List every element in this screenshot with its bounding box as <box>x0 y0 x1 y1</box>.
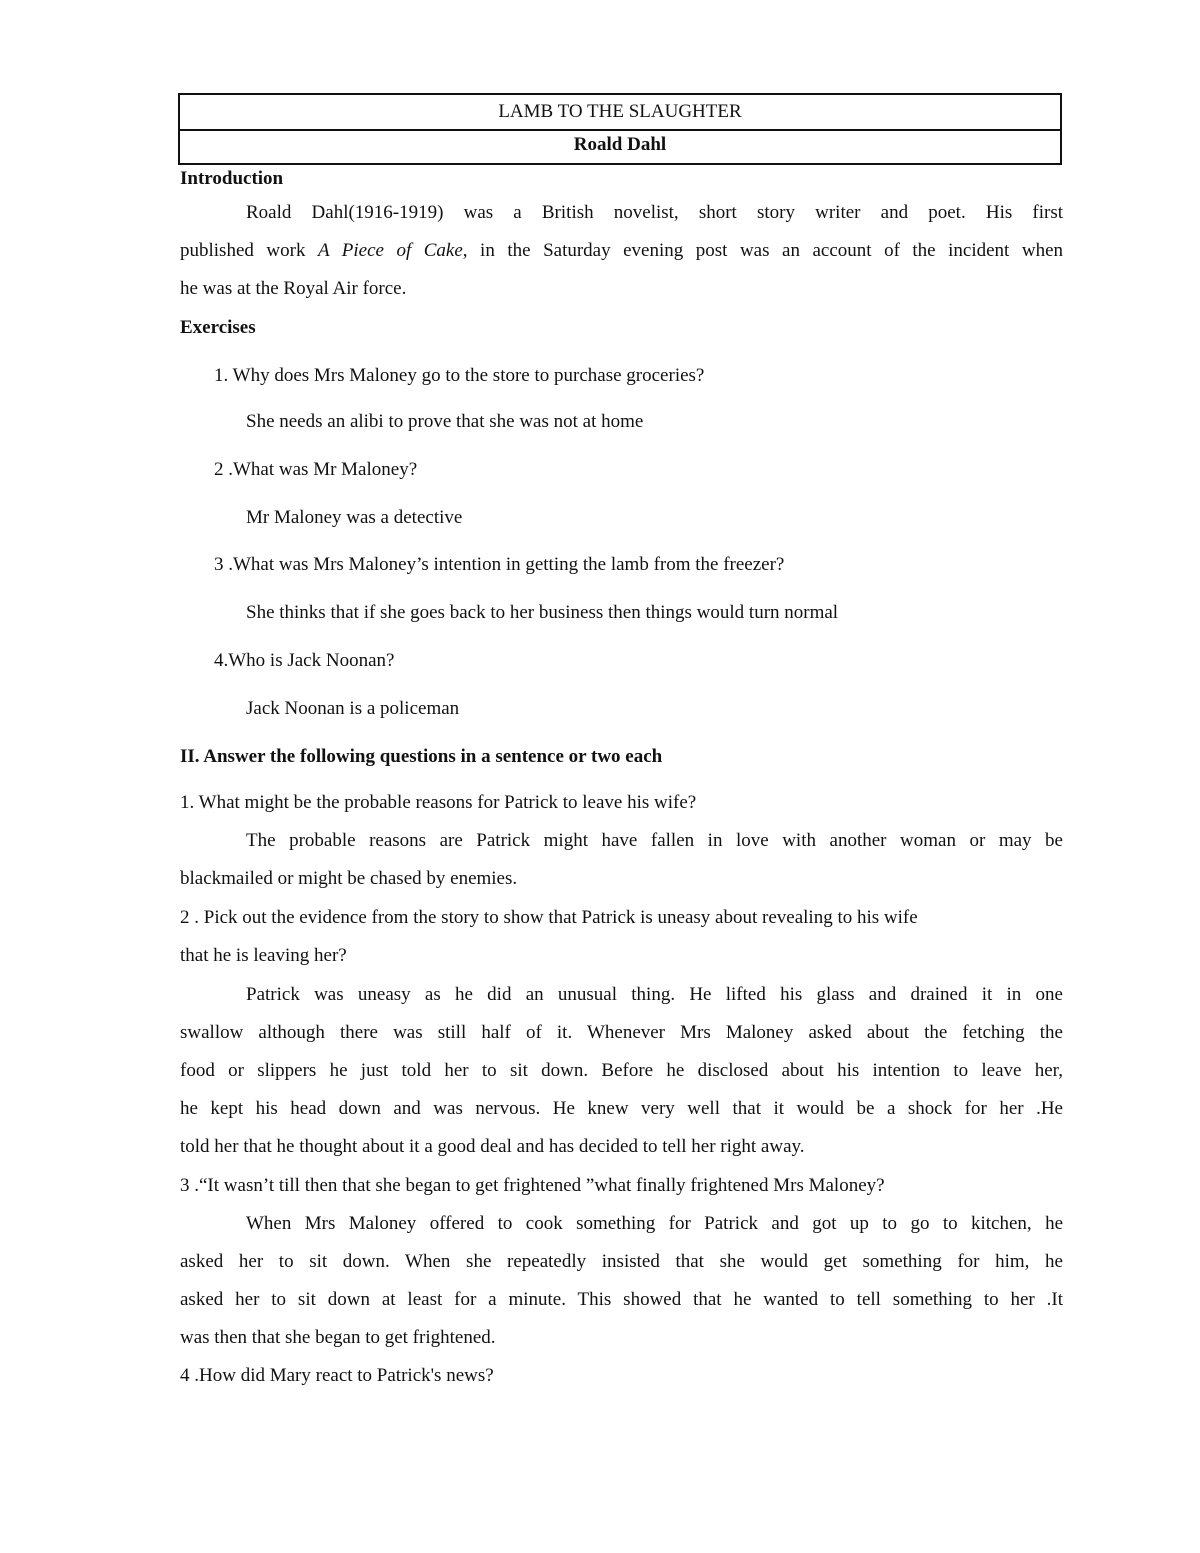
section-2-answer-3-line-4: was then that she began to get frightened. <box>180 1327 496 1348</box>
intro-line-2-pre: published work <box>180 240 318 261</box>
exercise-question-2: 2 .What was Mr Maloney? <box>214 459 418 480</box>
section-2-answer-1-line-2: blackmailed or might be chased by enemies. <box>180 868 518 889</box>
intro-line-2 <box>180 239 1063 263</box>
section-2-question-2-line-2: that he is leaving her? <box>180 945 347 966</box>
exercise-question-4: 4.Who is Jack Noonan? <box>214 650 395 671</box>
section-2-answer-2-line-3: food or slippers he just told her to sit down. Before he disclosed about his intention to leave her, <box>180 1060 1063 1081</box>
section-2-answer-3-line-1: When Mrs Maloney offered to cook something for Patrick and got up to go to kitchen, he <box>246 1213 1063 1234</box>
section-2-answer-2-line-5: told her that he thought about it a good deal and has decided to tell her right away. <box>180 1136 805 1157</box>
section-2-answer-3-line-2: asked her to sit down. When she repeatedly insisted that she would get something for him, he <box>180 1251 1063 1272</box>
intro-line-3: he was at the Royal Air force. <box>180 278 407 299</box>
introduction-heading: Introduction <box>180 168 284 189</box>
section-2-question-2-line-1: 2 . Pick out the evidence from the story to show that Patrick is uneasy about revealing to his wife <box>180 907 918 928</box>
title-table <box>178 93 1062 165</box>
exercise-answer-4: Jack Noonan is a policeman <box>246 698 460 719</box>
section-2-question-1: 1. What might be the probable reasons for Patrick to leave his wife? <box>180 792 697 813</box>
section-2-answer-1-line-1: The probable reasons are Patrick might have fallen in love with another woman or may be <box>246 830 1063 851</box>
exercise-answer-1: She needs an alibi to prove that she was not at home <box>246 411 644 432</box>
exercise-question-1: 1. Why does Mrs Maloney go to the store to purchase groceries? <box>214 365 705 386</box>
section-2-question-3: 3 .“It wasn’t till then that she began to get frightened ”what finally frightened Mrs Maloney? <box>180 1175 885 1196</box>
intro-line-2-post: , in the Saturday evening post was an account of the incident when <box>462 240 1063 261</box>
exercise-question-3: 3 .What was Mrs Maloney’s intention in getting the lamb from the freezer? <box>214 554 785 575</box>
exercise-answer-3: She thinks that if she goes back to her business then things would turn normal <box>246 602 839 623</box>
section-2-question-4: 4 .How did Mary react to Patrick's news? <box>180 1365 494 1386</box>
document-title: LAMB TO THE SLAUGHTER <box>180 95 1060 131</box>
section-2-answer-2-line-4: he kept his head down and was nervous. He knew very well that it would be a shock for her .He <box>180 1098 1063 1119</box>
author-name: Roald Dahl <box>573 134 667 155</box>
exercise-answer-2: Mr Maloney was a detective <box>246 507 463 528</box>
section-2-heading: II. Answer the following questions in a sentence or two each <box>180 746 663 767</box>
section-2-answer-3-line-3: asked her to sit down at least for a minute. This showed that he wanted to tell something to her .It <box>180 1289 1063 1310</box>
section-2-answer-2-line-1: Patrick was uneasy as he did an unusual thing. He lifted his glass and drained it in one <box>246 984 1063 1005</box>
intro-work-title: A Piece of Cake <box>317 240 463 261</box>
intro-line-1: Roald Dahl(1916-1919) was a British novelist, short story writer and poet. His first <box>246 202 1063 223</box>
exercises-heading: Exercises <box>180 317 256 338</box>
section-2-answer-2-line-2: swallow although there was still half of it. Whenever Mrs Maloney asked about the fetching the <box>180 1022 1063 1043</box>
